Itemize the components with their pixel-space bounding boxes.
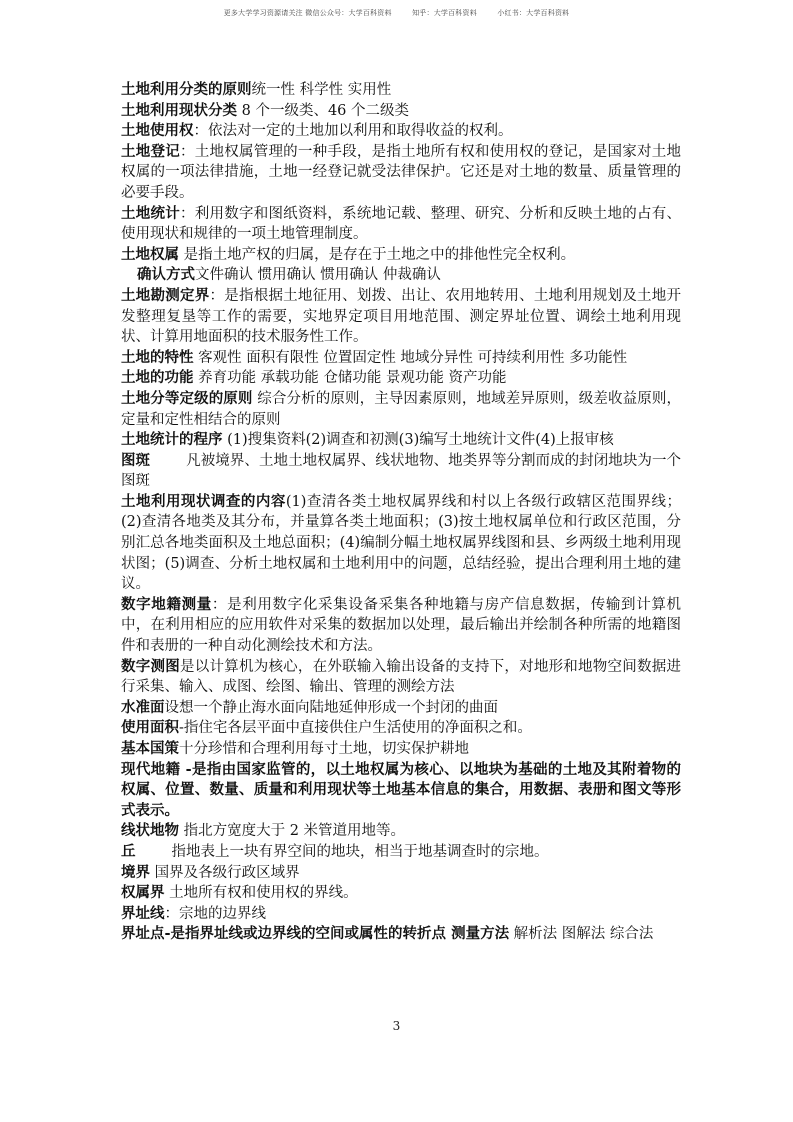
entry-term: 土地登记: [121, 143, 180, 160]
header-left-text: 更多大学学习资源请关注 微信公众号：大学百科资料: [223, 9, 392, 17]
entry-term: 数字地籍测量: [121, 596, 212, 613]
entry-body: 综合分析的原则，主导因素原则，地域差异原则，级差收益原则，定量和定性相结合的原则: [121, 390, 682, 428]
entry-land-grading-principle: [121, 389, 681, 430]
entry-usable-area: [121, 718, 681, 739]
entry-digital-cadastral-survey: [121, 595, 681, 657]
page-number: 3: [392, 1019, 401, 1033]
entry-term: 土地利用现状分类: [121, 102, 237, 119]
entry-land-characteristics: [121, 348, 681, 369]
entry-boundary-line: [121, 904, 681, 925]
entry-land-survey-demarcation: [121, 286, 681, 348]
entry-term: 土地统计的程序: [121, 432, 223, 449]
entry-body: 8 个一级类、46 个二级类: [237, 102, 410, 119]
entry-body: 指北方宽度大于 2 米管道用地等。: [179, 823, 406, 840]
entry-body: ：利用数字和图纸资料，系统地记载、整理、研究、分析和反映土地的占有、使用现状和规律的一项土地管理制度。: [121, 205, 682, 243]
entry-body: (1)搜集资料(2)调查和初测(3)编写土地统计文件(4)上报审核: [222, 432, 614, 449]
entry-body: 指地表上一块有界空间的地块，相当于地基调查时的宗地。: [171, 843, 549, 860]
entry-level-surface: [121, 698, 681, 719]
entry-body: 是指土地产权的归属，是存在于土地之中的排他性完全权利。: [179, 246, 576, 263]
entry-term: 线状地物: [121, 823, 179, 840]
entry-term: 现代地籍 -是指由国家监管的，以土地权属为核心、以地块为基础的土地及其附着物的权属、位置、数量、质量和利用现状等土地基本信息的集合，用数据、表册和图文等形式表示。: [121, 761, 681, 819]
entry-term: 使用面积: [121, 720, 179, 737]
entry-digital-mapping: [121, 657, 681, 698]
entry-body: 文件确认 惯用确认 惯用确认 仲裁确认: [195, 267, 441, 284]
entry-term: 土地的特性: [121, 349, 194, 366]
entry-body: 客观性 面积有限性 位置固定性 地域分异性 可持续利用性 多功能性: [193, 349, 628, 366]
entry-term: 界址线: [121, 905, 165, 922]
entry-term: 权属界: [121, 885, 165, 902]
entry-body: 国界及各级行政区域界: [150, 864, 300, 881]
entry-parcel-qiu: [121, 842, 681, 863]
entry-boundary: [121, 863, 681, 884]
entry-land-use-status-classification: [121, 101, 681, 122]
entry-body: -指住宅各层平面中直接供住户生活使用的净面积之和。: [179, 720, 532, 737]
entry-land-use-survey-content: [121, 492, 681, 595]
entry-body: ：是利用数字化采集设备采集各种地籍与房产信息数据，传输到计算机中，在利用相应的应用软件对采集的数据加以处理，最后输出并绘制各种所需的地籍图件和表册的一种自动化测绘技术和方法。: [121, 596, 682, 655]
entry-term: 土地使用权: [121, 123, 194, 140]
entry-body: 是以计算机为核心，在外联输入输出设备的支持下，对地形和地物空间数据进行采集、输入、成图、绘图、输出、管理的测绘方法: [121, 658, 682, 696]
entry-confirmation-methods: [121, 265, 681, 286]
entry-term: 丘: [121, 843, 136, 860]
entry-term: 土地分等定级的原则: [121, 390, 253, 407]
entry-land-statistics-procedure: [121, 430, 681, 451]
entry-body: (1)查清各类土地权属界线和村以上各级行政辖区范围界线；(2)查清各地类及其分布，并量算各类土地面积；(3)按土地权属单位和行政区范围，分别汇总各地类面积及土地总面积；(4)编制分幅土地权属界线图和县、乡两级土地利用现状图；(5)调查、分析土地权属和土地利用中的问题，总结经验，提出合理利用土地的建议。: [121, 493, 682, 593]
page-header: [0, 8, 793, 18]
entry-term: 水准面: [121, 699, 165, 716]
entry-term: 土地利用现状调查的内容: [121, 493, 286, 510]
entry-term: 基本国策: [121, 741, 179, 757]
entry-land-functions: [121, 368, 681, 389]
entry-basic-national-policy: [121, 739, 681, 760]
entry-term: 测量方法: [451, 926, 510, 943]
entry-body: ：土地权属管理的一种手段，是指土地所有权和使用权的登记，是国家对土地权属的一项法律措施，土地一经登记就受法律保护。它还是对土地的数量、质量管理的必要手段。: [121, 143, 682, 201]
entry-body: 凡被境界、土地土地权属界、线状地物、地类界等分割而成的封闭地块为一个图斑: [121, 452, 682, 490]
entry-body: ：是指根据土地征用、划拨、出让、农用地转用、土地利用规划及土地开发整理复垦等工作的需要，实地界定项目用地范围、测定界址位置、调绘土地利用现状、计算用地面积的技术服务性工作。: [121, 287, 682, 346]
header-middle-text: 知乎：大学百科资料: [412, 9, 477, 17]
entry-term: 土地统计: [121, 205, 180, 222]
header-right-text: 小红书：大学百科资料: [497, 9, 570, 17]
entry-body: 解析法 图解法 综合法: [509, 926, 654, 943]
entry-land-registration: [121, 142, 681, 204]
entry-body: 养育功能 承载功能 仓储功能 景观功能 资产功能: [193, 370, 507, 387]
entry-modern-cadastre: [121, 760, 681, 822]
entry-body: 土地所有权和使用权的界线。: [164, 885, 358, 902]
entry-land-statistics: [121, 204, 681, 245]
entry-ownership-boundary: [121, 883, 681, 904]
page-content: [121, 80, 681, 945]
entry-land-use-right: [121, 121, 681, 142]
entry-term: 土地权属: [121, 246, 179, 263]
entry-body: 设想一个静止海水面向陆地延伸形成一个封闭的曲面: [164, 699, 498, 716]
entry-term: 界址点-是指界址线或边界线的空间或属性的转折点: [121, 926, 452, 943]
entry-body: ：宗地的边界线: [164, 905, 266, 922]
entry-term: 确认方式: [137, 267, 195, 284]
entry-term: 土地勘测定界: [121, 287, 210, 304]
entry-linear-feature: [121, 821, 681, 842]
entry-map-patch: [121, 451, 681, 492]
entry-body: ：依法对一定的土地加以利用和取得收益的权利。: [193, 123, 513, 140]
entry-body: 十分珍惜和合理利用每寸土地，切实保护耕地: [179, 741, 469, 757]
entry-boundary-point-and-method: [121, 924, 681, 945]
entry-body: 统一性 科学性 实用性: [251, 82, 392, 98]
entry-term: 数字测图: [121, 658, 180, 675]
entry-term: 土地的功能: [121, 370, 194, 387]
entry-term: 土地利用分类的原则: [121, 82, 252, 98]
entry-land-use-classification-principle: [121, 80, 681, 101]
entry-land-ownership: [121, 245, 681, 266]
entry-term: 境界: [121, 864, 150, 881]
entry-term: 图斑: [121, 452, 151, 469]
